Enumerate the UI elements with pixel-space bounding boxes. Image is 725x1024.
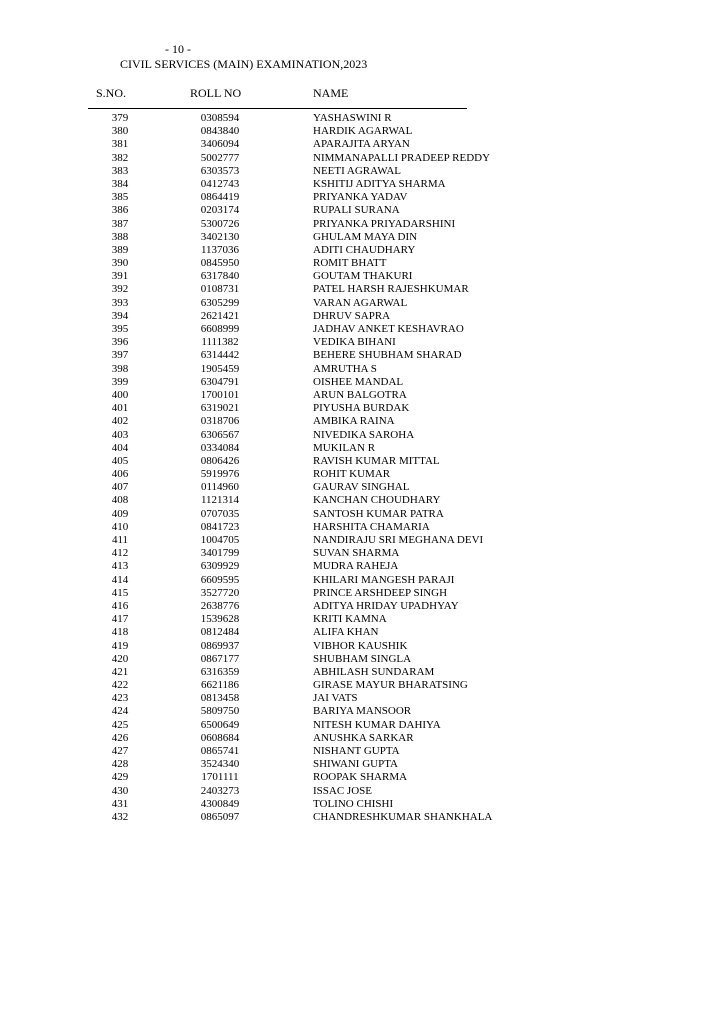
serial-number-cell: 413 bbox=[111, 560, 129, 573]
roll-number-cell: 1701111 bbox=[201, 771, 239, 784]
candidate-name-cell: BARIYA MANSOOR bbox=[313, 705, 412, 718]
candidate-name-cell: PRIYANKA YADAV bbox=[313, 191, 408, 204]
serial-number-cell: 386 bbox=[111, 204, 129, 217]
candidate-name-cell: MUDRA RAHEJA bbox=[313, 560, 399, 573]
table-row bbox=[0, 455, 725, 468]
serial-number-cell: 432 bbox=[111, 810, 129, 823]
roll-number-cell: 0334084 bbox=[200, 441, 240, 454]
roll-number-cell: 1700101 bbox=[200, 388, 240, 401]
table-row bbox=[0, 653, 725, 666]
candidate-name-cell: RAVISH KUMAR MITTAL bbox=[313, 454, 440, 467]
column-header-sno: S.NO. bbox=[96, 86, 127, 100]
candidate-name-cell: SANTOSH KUMAR PATRA bbox=[313, 507, 444, 520]
serial-number-cell: 406 bbox=[111, 468, 129, 481]
table-row bbox=[0, 745, 725, 758]
table-row bbox=[0, 613, 725, 626]
roll-number-cell: 6305299 bbox=[200, 296, 240, 309]
candidate-name-cell: KANCHAN CHOUDHARY bbox=[313, 494, 441, 507]
serial-number-cell: 429 bbox=[111, 771, 129, 784]
serial-number-cell: 381 bbox=[111, 138, 129, 151]
table-row bbox=[0, 534, 725, 547]
serial-number-cell: 393 bbox=[111, 296, 129, 309]
table-row bbox=[0, 771, 725, 784]
serial-number-cell: 383 bbox=[111, 164, 129, 177]
serial-number-cell: 424 bbox=[111, 705, 129, 718]
roll-number-cell: 6319021 bbox=[200, 402, 240, 415]
roll-number-cell: 1111382 bbox=[201, 336, 239, 349]
serial-number-cell: 380 bbox=[111, 125, 129, 138]
serial-number-cell: 389 bbox=[111, 243, 129, 256]
table-row bbox=[0, 811, 725, 824]
candidate-name-cell: BEHERE SHUBHAM SHARAD bbox=[313, 349, 462, 362]
roll-number-cell: 0865097 bbox=[200, 810, 240, 823]
serial-number-cell: 401 bbox=[111, 402, 129, 415]
roll-number-cell: 6306567 bbox=[200, 428, 240, 441]
roll-number-cell: 3401799 bbox=[200, 547, 240, 560]
table-row bbox=[0, 244, 725, 257]
candidate-name-cell: JADHAV ANKET KESHAVRAO bbox=[313, 323, 464, 335]
candidate-name-cell: HARSHITA CHAMARIA bbox=[313, 520, 430, 533]
table-row bbox=[0, 297, 725, 310]
serial-number-cell: 422 bbox=[111, 679, 129, 692]
candidate-name-cell: KRITI KAMNA bbox=[313, 613, 387, 626]
candidate-name-cell: JAI VATS bbox=[313, 692, 358, 705]
table-row bbox=[0, 442, 725, 455]
serial-number-cell: 431 bbox=[111, 797, 129, 810]
roll-number-cell: 0707035 bbox=[200, 507, 240, 520]
table-row bbox=[0, 323, 725, 336]
roll-number-cell: 6500649 bbox=[200, 718, 240, 731]
candidate-name-cell: HARDIK AGARWAL bbox=[313, 125, 413, 138]
table-row bbox=[0, 363, 725, 376]
serial-number-cell: 417 bbox=[111, 613, 129, 626]
roll-number-cell: 0869937 bbox=[200, 639, 240, 652]
serial-number-cell: 420 bbox=[111, 652, 129, 665]
serial-number-cell: 414 bbox=[111, 573, 129, 586]
roll-number-cell: 0867177 bbox=[200, 652, 240, 665]
roll-number-cell: 0308594 bbox=[200, 112, 240, 124]
candidate-name-cell: YASHASWINI R bbox=[313, 112, 392, 124]
roll-number-cell: 0843840 bbox=[200, 125, 240, 138]
serial-number-cell: 399 bbox=[111, 375, 129, 388]
exam-title: CIVIL SERVICES (MAIN) EXAMINATION,2023 bbox=[120, 57, 368, 71]
table-row bbox=[0, 705, 725, 718]
table-row bbox=[0, 257, 725, 270]
roll-number-cell: 5002777 bbox=[200, 151, 240, 164]
roll-number-cell: 3406094 bbox=[200, 138, 240, 151]
roll-number-cell: 0806426 bbox=[200, 454, 240, 467]
table-row bbox=[0, 732, 725, 745]
table-row bbox=[0, 178, 725, 191]
candidate-name-cell: ROHIT KUMAR bbox=[313, 468, 391, 481]
roll-number-cell: 0108731 bbox=[200, 283, 240, 296]
candidate-name-cell: MUKILAN R bbox=[313, 441, 376, 454]
candidate-name-cell: ADITYA HRIDAY UPADHYAY bbox=[313, 599, 459, 612]
candidate-name-cell: PIYUSHA BURDAK bbox=[313, 402, 410, 415]
table-row bbox=[0, 600, 725, 613]
table-row bbox=[0, 666, 725, 679]
table-row bbox=[0, 547, 725, 560]
candidate-name-cell: SUVAN SHARMA bbox=[313, 547, 400, 560]
candidate-name-cell: SHIWANI GUPTA bbox=[313, 758, 398, 771]
candidate-name-cell: ALIFA KHAN bbox=[313, 626, 379, 639]
serial-number-cell: 411 bbox=[111, 534, 129, 546]
roll-number-cell: 5919976 bbox=[200, 468, 240, 481]
serial-number-cell: 421 bbox=[111, 665, 129, 678]
roll-number-cell: 6314442 bbox=[200, 349, 240, 362]
roll-number-cell: 5809750 bbox=[200, 705, 240, 718]
serial-number-cell: 410 bbox=[111, 520, 129, 533]
candidate-name-cell: NEETI AGRAWAL bbox=[313, 164, 402, 177]
roll-number-cell: 4300849 bbox=[200, 797, 240, 810]
candidate-name-cell: RUPALI SURANA bbox=[313, 204, 400, 217]
roll-number-cell: 6609595 bbox=[200, 573, 240, 586]
serial-number-cell: 430 bbox=[111, 784, 129, 797]
candidate-name-cell: KHILARI MANGESH PARAJI bbox=[313, 573, 455, 586]
candidate-name-cell: VEDIKA BIHANI bbox=[313, 336, 396, 349]
roll-number-cell: 1004705 bbox=[200, 534, 240, 546]
table-row bbox=[0, 402, 725, 415]
table-row bbox=[0, 560, 725, 573]
candidate-name-cell: GIRASE MAYUR BHARATSING bbox=[313, 679, 468, 692]
candidate-name-cell: SHUBHAM SINGLA bbox=[313, 652, 412, 665]
serial-number-cell: 423 bbox=[111, 692, 129, 705]
serial-number-cell: 416 bbox=[111, 599, 129, 612]
serial-number-cell: 425 bbox=[111, 718, 129, 731]
table-row bbox=[0, 152, 725, 165]
serial-number-cell: 379 bbox=[111, 112, 129, 124]
table-row bbox=[0, 785, 725, 798]
header-divider bbox=[88, 108, 467, 109]
candidate-name-cell: VARAN AGARWAL bbox=[313, 296, 408, 309]
serial-number-cell: 409 bbox=[111, 507, 129, 520]
table-row bbox=[0, 112, 725, 125]
candidate-name-cell: ROMIT BHATT bbox=[313, 257, 387, 270]
table-row bbox=[0, 125, 725, 138]
table-row bbox=[0, 692, 725, 705]
serial-number-cell: 382 bbox=[111, 151, 129, 164]
candidate-name-cell: ANUSHKA SARKAR bbox=[313, 731, 414, 744]
candidate-name-cell: AMBIKA RAINA bbox=[313, 415, 395, 428]
candidate-name-cell: PRIYANKA PRIYADARSHINI bbox=[313, 217, 456, 230]
candidate-name-cell: PRINCE ARSHDEEP SINGH bbox=[313, 586, 448, 599]
table-row bbox=[0, 204, 725, 217]
serial-number-cell: 392 bbox=[111, 283, 129, 296]
candidate-name-cell: KSHITIJ ADITYA SHARMA bbox=[313, 177, 446, 190]
roll-number-cell: 0865741 bbox=[200, 745, 240, 757]
candidate-name-cell: AMRUTHA S bbox=[313, 362, 377, 375]
roll-number-cell: 6309929 bbox=[200, 560, 240, 573]
page-number: - 10 - bbox=[165, 42, 191, 56]
table-row bbox=[0, 389, 725, 402]
table-row bbox=[0, 587, 725, 600]
table-row bbox=[0, 481, 725, 494]
column-header-name: NAME bbox=[313, 86, 349, 100]
candidate-name-cell: ABHILASH SUNDARAM bbox=[313, 665, 435, 678]
column-header-roll-no: ROLL NO bbox=[190, 86, 242, 100]
serial-number-cell: 388 bbox=[111, 230, 129, 243]
table-row bbox=[0, 758, 725, 771]
table-row bbox=[0, 798, 725, 811]
table-row bbox=[0, 165, 725, 178]
table-row bbox=[0, 191, 725, 204]
candidate-name-cell: GHULAM MAYA DIN bbox=[313, 230, 418, 243]
roll-number-cell: 0203174 bbox=[200, 204, 240, 217]
table-row bbox=[0, 415, 725, 428]
serial-number-cell: 390 bbox=[111, 257, 129, 270]
serial-number-cell: 403 bbox=[111, 428, 129, 441]
serial-number-cell: 418 bbox=[111, 626, 129, 639]
roll-number-cell: 0412743 bbox=[200, 177, 240, 190]
table-row bbox=[0, 283, 725, 296]
table-row bbox=[0, 349, 725, 362]
results-table-body bbox=[0, 112, 725, 824]
serial-number-cell: 398 bbox=[111, 362, 129, 375]
table-row bbox=[0, 376, 725, 389]
candidate-name-cell: ADITI CHAUDHARY bbox=[313, 243, 416, 256]
roll-number-cell: 6303573 bbox=[200, 164, 240, 177]
candidate-name-cell: VIBHOR KAUSHIK bbox=[313, 639, 408, 652]
serial-number-cell: 396 bbox=[111, 336, 129, 349]
table-row bbox=[0, 310, 725, 323]
table-row bbox=[0, 138, 725, 151]
table-row bbox=[0, 468, 725, 481]
serial-number-cell: 428 bbox=[111, 758, 129, 771]
roll-number-cell: 2638776 bbox=[200, 599, 240, 612]
roll-number-cell: 3524340 bbox=[200, 758, 240, 771]
roll-number-cell: 2403273 bbox=[200, 784, 240, 797]
table-row bbox=[0, 231, 725, 244]
table-row bbox=[0, 521, 725, 534]
table-row bbox=[0, 429, 725, 442]
roll-number-cell: 0845950 bbox=[200, 257, 240, 270]
roll-number-cell: 3527720 bbox=[200, 586, 240, 599]
serial-number-cell: 391 bbox=[111, 270, 129, 283]
table-row bbox=[0, 626, 725, 639]
serial-number-cell: 412 bbox=[111, 547, 129, 560]
serial-number-cell: 387 bbox=[111, 217, 129, 230]
roll-number-cell: 2621421 bbox=[200, 309, 240, 322]
candidate-name-cell: TOLINO CHISHI bbox=[313, 797, 394, 810]
roll-number-cell: 6621186 bbox=[200, 679, 240, 692]
roll-number-cell: 0812484 bbox=[200, 626, 240, 639]
table-row bbox=[0, 494, 725, 507]
serial-number-cell: 407 bbox=[111, 481, 129, 494]
serial-number-cell: 415 bbox=[111, 586, 129, 599]
candidate-name-cell: OISHEE MANDAL bbox=[313, 375, 404, 388]
serial-number-cell: 404 bbox=[111, 441, 129, 454]
roll-number-cell: 6304791 bbox=[200, 375, 240, 388]
candidate-name-cell: CHANDRESHKUMAR SHANKHALA bbox=[313, 810, 493, 823]
roll-number-cell: 1539628 bbox=[200, 613, 240, 626]
candidate-name-cell: PATEL HARSH RAJESHKUMAR bbox=[313, 283, 469, 296]
candidate-name-cell: ARUN BALGOTRA bbox=[313, 388, 407, 401]
roll-number-cell: 0608684 bbox=[200, 731, 240, 744]
table-row bbox=[0, 574, 725, 587]
roll-number-cell: 6608999 bbox=[200, 323, 240, 335]
serial-number-cell: 394 bbox=[111, 309, 129, 322]
table-row bbox=[0, 218, 725, 231]
roll-number-cell: 0841723 bbox=[200, 520, 240, 533]
serial-number-cell: 384 bbox=[111, 177, 129, 190]
table-row bbox=[0, 508, 725, 521]
candidate-name-cell: NIMMANAPALLI PRADEEP REDDY bbox=[313, 151, 491, 164]
roll-number-cell: 0114960 bbox=[200, 481, 240, 494]
roll-number-cell: 0864419 bbox=[200, 191, 240, 204]
table-row bbox=[0, 679, 725, 692]
serial-number-cell: 426 bbox=[111, 731, 129, 744]
roll-number-cell: 0318706 bbox=[200, 415, 240, 428]
table-row bbox=[0, 270, 725, 283]
table-row bbox=[0, 719, 725, 732]
candidate-name-cell: NISHANT GUPTA bbox=[313, 745, 400, 757]
roll-number-cell: 1137036 bbox=[200, 243, 240, 256]
candidate-name-cell: NANDIRAJU SRI MEGHANA DEVI bbox=[313, 534, 484, 546]
candidate-name-cell: APARAJITA ARYAN bbox=[313, 138, 410, 151]
serial-number-cell: 419 bbox=[111, 639, 129, 652]
serial-number-cell: 408 bbox=[111, 494, 129, 507]
serial-number-cell: 395 bbox=[111, 323, 129, 335]
candidate-name-cell: GOUTAM THAKURI bbox=[313, 270, 413, 283]
candidate-name-cell: ISSAC JOSE bbox=[313, 784, 372, 797]
candidate-name-cell: NIVEDIKA SAROHA bbox=[313, 428, 415, 441]
roll-number-cell: 1905459 bbox=[200, 362, 240, 375]
roll-number-cell: 6317840 bbox=[200, 270, 240, 283]
serial-number-cell: 427 bbox=[111, 745, 129, 757]
candidate-name-cell: DHRUV SAPRA bbox=[313, 309, 391, 322]
candidate-name-cell: NITESH KUMAR DAHIYA bbox=[313, 718, 441, 731]
serial-number-cell: 397 bbox=[111, 349, 129, 362]
serial-number-cell: 405 bbox=[111, 454, 129, 467]
serial-number-cell: 400 bbox=[111, 388, 129, 401]
table-row bbox=[0, 336, 725, 349]
candidate-name-cell: GAURAV SINGHAL bbox=[313, 481, 410, 494]
table-row bbox=[0, 640, 725, 653]
roll-number-cell: 0813458 bbox=[200, 692, 240, 705]
roll-number-cell: 1121314 bbox=[200, 494, 240, 507]
roll-number-cell: 6316359 bbox=[200, 665, 240, 678]
roll-number-cell: 3402130 bbox=[200, 230, 240, 243]
candidate-name-cell: ROOPAK SHARMA bbox=[313, 771, 408, 784]
serial-number-cell: 385 bbox=[111, 191, 129, 204]
serial-number-cell: 402 bbox=[111, 415, 129, 428]
roll-number-cell: 5300726 bbox=[200, 217, 240, 230]
